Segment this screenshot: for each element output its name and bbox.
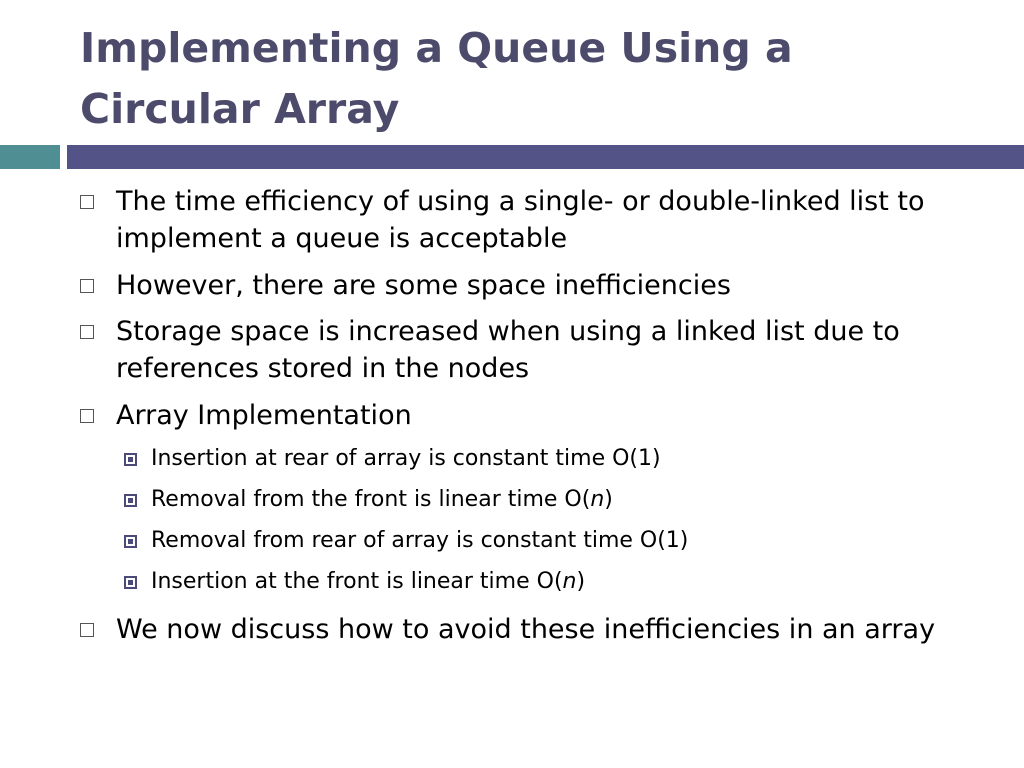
bullet-item: We now discuss how to avoid these inefficiencies in an array bbox=[116, 614, 936, 645]
bullet-item: Array Implementation bbox=[116, 400, 412, 431]
filled-square-icon bbox=[124, 576, 137, 589]
sub-bullet-item bbox=[151, 485, 951, 515]
sub-bullet-suffix: ) bbox=[604, 487, 613, 512]
hollow-square-icon bbox=[80, 279, 94, 293]
bullet-item: Storage space is increased when using a linked list due to references stored in the nodes bbox=[116, 316, 900, 384]
hollow-square-icon bbox=[80, 623, 94, 637]
slide-title: Implementing a Queue Using a Circular Array bbox=[80, 24, 793, 133]
sub-bullet-item: Removal from rear of array is constant time O(1) bbox=[151, 528, 689, 553]
title-accent-bar-teal bbox=[0, 145, 60, 169]
sub-bullet-variable: n bbox=[562, 569, 577, 594]
hollow-square-icon bbox=[80, 325, 94, 339]
sub-bullet-suffix: ) bbox=[576, 569, 586, 594]
filled-square-icon bbox=[124, 535, 137, 548]
filled-square-icon bbox=[124, 453, 137, 466]
sub-bullet-item: Insertion at rear of array is constant time O(1) bbox=[151, 446, 661, 471]
sub-bullet-variable: n bbox=[590, 487, 605, 512]
bullet-item: The time efficiency of using a single- or double-linked list to implement a queue is acceptable bbox=[116, 186, 925, 254]
filled-square-icon bbox=[124, 494, 137, 507]
sub-bullet-prefix: Removal from the front is linear time O( bbox=[151, 487, 591, 512]
sub-bullet-item bbox=[151, 567, 951, 597]
sub-bullet-prefix: Insertion at the front is linear time O( bbox=[151, 569, 563, 594]
hollow-square-icon bbox=[80, 409, 94, 423]
bullet-item: However, there are some space inefficiencies bbox=[116, 270, 731, 301]
hollow-square-icon bbox=[80, 195, 94, 209]
title-accent-bar-purple bbox=[67, 145, 1024, 169]
